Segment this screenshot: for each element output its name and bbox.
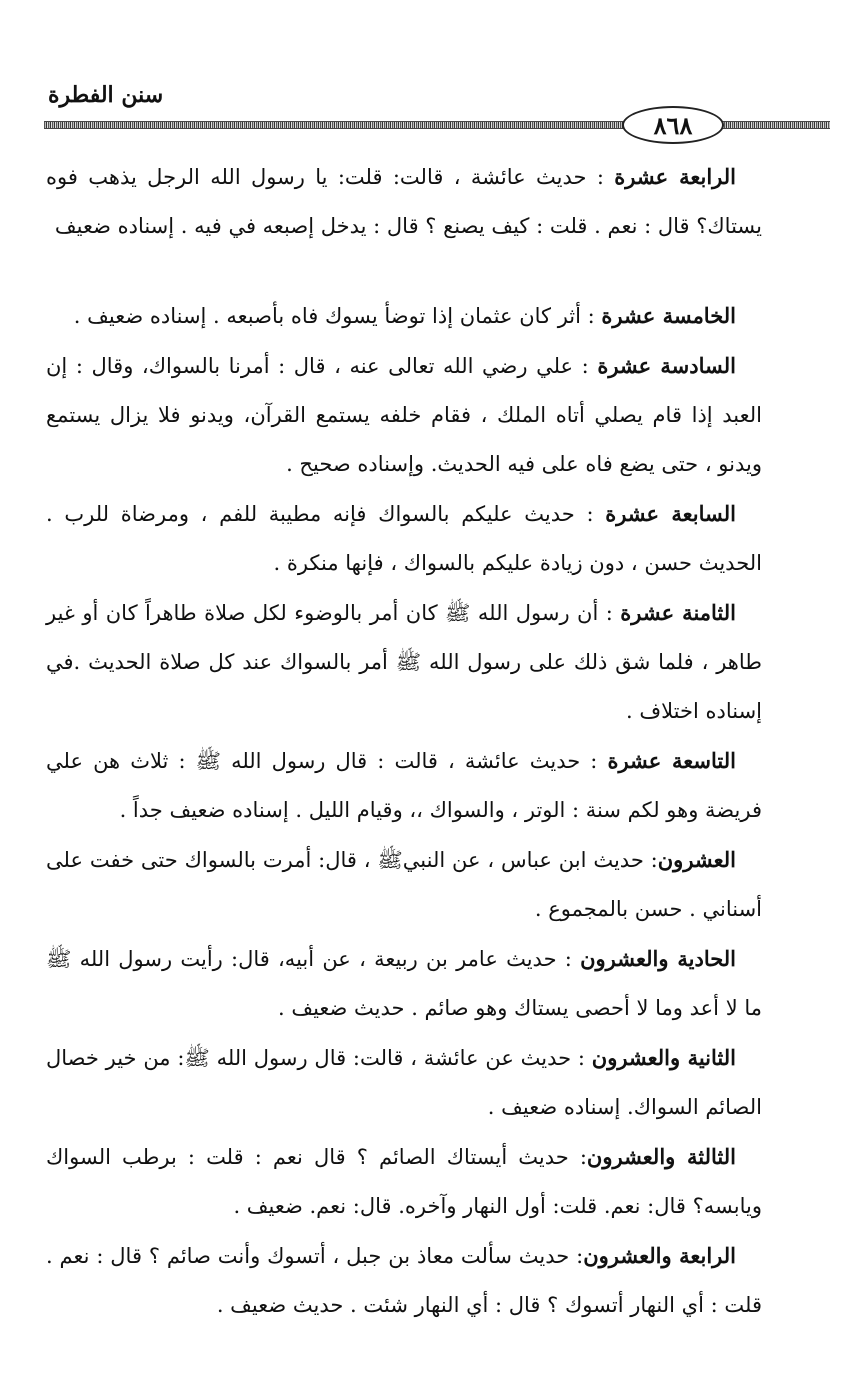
paragraph-label: الثانية والعشرون: [591, 1045, 736, 1070]
paragraph-text: : أن رسول الله ﷺ كان أمر بالوضوء لكل صلاة طاهراً كان أو غير طاهر ، فلما شق ذلك على رسول الله ﷺ أمر بالسواك عند كل صلاة الحديث .في إسناده اختلاف .: [46, 601, 762, 723]
paragraph-text: : علي رضي الله تعالى عنه ، قال : أمرنا بالسواك، وقال : إن العبد إذا قام يصلي أتاه الملك ، فقام خلفه يستمع القرآن، ويدنو فلا يزال يستمع ويدنو ، حتى يضع فاه على فيه الحديث. وإسناده صحيح .: [46, 354, 762, 476]
paragraph-text: : حديث عليكم بالسواك فإنه مطيبة للفم ، ومرضاة للرب . الحديث حسن ، دون زيادة عليكم بالسواك ، فإنها منكرة .: [46, 502, 762, 575]
paragraph-text: : حديث ابن عباس ، عن النبيﷺ ، قال: أمرت بالسواك حتى خفت على أسناني . حسن بالمجموع .: [46, 848, 762, 921]
paragraph-16: [46, 341, 762, 489]
paragraph-15: [46, 291, 762, 341]
paragraph-label: الحادية والعشرون: [580, 946, 737, 971]
paragraph-20: [46, 835, 762, 934]
paragraph-text: : حديث أيستاك الصائم ؟ قال نعم : قلت : برطب السواك ويابسه؟ قال: نعم. قلت: أول النهار وآخره. قال: نعم. ضعيف .: [46, 1145, 762, 1218]
paragraph-gap: [46, 251, 762, 291]
paragraph-label: السابعة عشرة: [605, 501, 737, 526]
paragraph-text: : حديث عائشة ، قالت: قلت: يا رسول الله الرجل يذهب فوه يستاك؟ قال : نعم . قلت : كيف يصنع ؟ قال : يدخل إصبعه في فيه . إسناده ضعيف: [46, 165, 762, 238]
paragraph-label: الخامسة عشرة: [601, 303, 736, 328]
book-title: سنن الفطرة: [48, 82, 164, 108]
page-body: [46, 152, 762, 1330]
paragraph-label: الرابعة عشرة: [614, 164, 736, 189]
paragraph-label: التاسعة عشرة: [607, 748, 736, 773]
paragraph-text: : أثر كان عثمان إذا توضأ يسوك فاه بأصبعه . إسناده ضعيف .: [73, 304, 602, 328]
paragraph-22: [46, 1033, 762, 1132]
paragraph-text: : حديث سألت معاذ بن جبل ، أتسوك وأنت صائم ؟ قال : نعم . قلت : أي النهار أتسوك ؟ قال : أي النهار شئت . حديث ضعيف .: [46, 1244, 762, 1317]
paragraph-text: : حديث عن عائشة ، قالت: قال رسول الله ﷺ: من خير خصال الصائم السواك. إسناده ضعيف .: [46, 1046, 762, 1119]
paragraph-24: [46, 1231, 762, 1330]
paragraph-17: [46, 489, 762, 588]
paragraph-14: [46, 152, 762, 251]
paragraph-label: الثامنة عشرة: [620, 600, 736, 625]
page-number: ٨٦٨: [622, 106, 724, 144]
paragraph-label: الثالثة والعشرون: [586, 1144, 736, 1169]
paragraph-label: السادسة عشرة: [597, 353, 736, 378]
paragraph-23: [46, 1132, 762, 1231]
paragraph-text: : حديث عائشة ، قالت : قال رسول الله ﷺ : ثلاث هن علي فريضة وهو لكم سنة : الوتر ، والسواك ،، وقيام الليل . إسناده ضعيف جداً .: [46, 749, 762, 822]
paragraph-19: [46, 736, 762, 835]
paragraph-label: العشرون: [657, 847, 736, 872]
page-header: [40, 70, 830, 140]
paragraph-label: الرابعة والعشرون: [583, 1243, 736, 1268]
paragraph-21: [46, 934, 762, 1033]
paragraph-18: [46, 588, 762, 736]
paragraph-text: : حديث عامر بن ربيعة ، عن أبيه، قال: رأيت رسول الله ﷺ ما لا أعد وما لا أحصى يستاك وهو صائم . حديث ضعيف .: [46, 947, 762, 1020]
